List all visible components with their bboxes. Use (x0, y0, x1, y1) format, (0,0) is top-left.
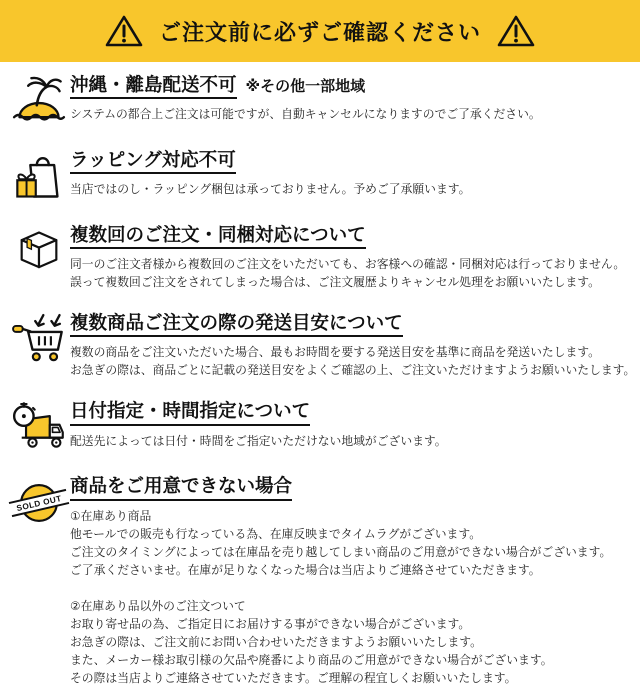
section-title-note: ※その他一部地域 (245, 78, 366, 95)
warning-triangle-icon (105, 14, 143, 49)
section-title: 複数回のご注文・同梱対応について (70, 224, 366, 249)
notice-header (0, 0, 640, 62)
section-title-row (70, 149, 636, 174)
package-box-icon (8, 224, 70, 291)
section-body-line: その際は当店よりご連絡させていただきます。ご理解の程宜しくお願いいたします。 (70, 670, 517, 685)
section-body-line: 誤って複数回ご注文をされてしまった場合は、ご注文履歴よりキャンセル処理をお願いいたします。 (70, 275, 600, 290)
section-shipping-estimate (8, 312, 636, 379)
section-body-line: また、メーカー様お取引様の欠品や廃番により商品のご用意ができない場合がございます。 (70, 652, 553, 667)
section-body-line: 他モールでの販売も行なっている為、在庫反映までタイムラグがございます。 (70, 526, 482, 541)
section-body-line: お急ぎの際は、ご注文前にお問い合わせいただきますようお願いいたします。 (70, 634, 482, 649)
section-body-line: 同一のご注文者様から複数回のご注文をいただいても、お客様への確認・同梱対応は行っておりません。 (70, 257, 626, 272)
sold-out-stamp-label: SOLD OUT (15, 494, 63, 514)
section-title-row (70, 224, 636, 249)
section-body-line: お取り寄せ品の為、ご指定日にお届けする事ができない場合がございます。 (70, 616, 471, 631)
section-title-row (70, 312, 636, 337)
section-multiple-orders (8, 224, 636, 291)
section-no-wrapping (8, 149, 636, 203)
section-title-row (70, 74, 636, 99)
palm-island-icon (8, 74, 70, 128)
section-title: 沖縄・離島配送不可 (70, 74, 237, 99)
section-title-row (70, 475, 636, 500)
section-body-line: 配送先によっては日付・時間をご指定いただけない地域がございます。 (70, 433, 447, 448)
shopping-cart-icon (8, 312, 70, 379)
section-body-line: 当店ではのし・ラッピング梱包は承っておりません。予めご了承願います。 (70, 182, 471, 197)
section-out-of-stock (8, 475, 636, 686)
section-body-line: ご注文のタイミングによっては在庫品を売り越してしまい商品のご用意ができない場合がございます。 (70, 544, 612, 559)
section-body-line: ①在庫あり商品 (70, 508, 152, 523)
section-title: 複数商品ご注文の際の発送目安について (70, 312, 403, 337)
section-title-row (70, 400, 636, 425)
section-title: 日付指定・時間指定について (70, 400, 310, 425)
section-body-line: ご了承くださいませ。在庫が足りなくなった場合は当店よりご連絡させていただきます。 (70, 562, 541, 577)
section-title: ラッピング対応不可 (70, 149, 236, 174)
section-body-line: システムの都合上ご注文は可能ですが、自動キャンセルになりますのでご了承ください。 (70, 107, 541, 122)
section-body-line: お急ぎの際は、商品ごとに記載の発送目安をよくご確認の上、ご注文いただけますようお願いいたします。 (70, 363, 636, 378)
section-okinawa-shipping (8, 74, 636, 128)
delivery-truck-clock-icon (8, 400, 70, 454)
section-body-line (70, 579, 636, 597)
sold-out-stamp-icon (8, 475, 70, 686)
section-title: 商品をご用意できない場合 (70, 475, 292, 500)
gift-bag-icon (8, 149, 70, 203)
notice-header-title: ご注文前に必ずご確認ください (158, 19, 481, 45)
notice-content (0, 62, 640, 687)
section-date-time (8, 400, 636, 454)
warning-triangle-icon (497, 14, 535, 49)
section-body-line: 複数の商品をご注文いただいた場合、最もお時間を要する発送目安を基準に商品を発送いたします。 (70, 345, 600, 360)
section-body-line: ②在庫あり品以外のご注文ついて (70, 598, 246, 613)
